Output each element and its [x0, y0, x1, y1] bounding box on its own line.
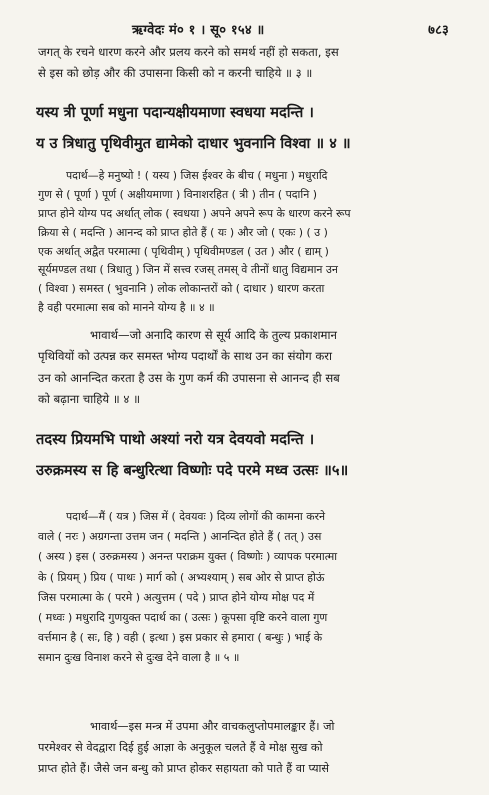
- text-line: को बढ़ाना चाहिये ॥ ४ ॥: [38, 391, 141, 406]
- text-line: भावार्थ—इस मन्त्र में उपमा और वाचकलुप्तोपमालङ्कार हैं। जो: [90, 720, 335, 733]
- bhavartha-4: [38, 325, 463, 410]
- text-line: है वही परमात्मा सब को मानने योग्य है ॥ ४ ॥: [38, 301, 215, 315]
- page-number: ७८३: [428, 23, 449, 38]
- bhavartha-5: [38, 716, 463, 779]
- text-line: सूर्यमण्डल तथा ( त्रिधातु ) जिन में सत्त्व रजस् तमस् वे तीनों धातु विद्यमान उन: [38, 263, 338, 277]
- text-line: समान दुःख विनाश करने से दुःख देने वाला है ॥ ५ ॥: [38, 651, 240, 665]
- text-line: से इस को छोड़ और की उपासना किसी को न करनी चाहिये ॥ ३ ॥: [38, 66, 313, 81]
- mantra-line: तदस्य प्रियमभि पाथो अश्यां नरो यत्र देवयवो मदन्ति ।: [36, 431, 315, 448]
- text-line: पदार्थ—मैं ( यत्र ) जिस में ( देवयवः ) दिव्य लोगों की कामना करने: [66, 510, 326, 523]
- text-line: ( अस्य ) इस ( उरुक्रमस्य ) अनन्त पराक्रम युक्त ( विष्णोः ) व्यापक परमात्मा: [38, 550, 338, 564]
- intro-paragraph: [38, 42, 463, 85]
- text-line: पृथिवियों को उत्पन्न कर समस्त भोग्य पदार्थों के साथ उन का संयोग करा: [38, 349, 333, 364]
- running-title: ऋग्वेदः मं० १ । सू० १५४ ॥: [132, 23, 265, 38]
- text-line: वाले ( नरः ) अग्रगन्ता उत्तम जन ( मदन्ति ) आनन्दित होते हैं ( तत् ) उस: [38, 530, 322, 544]
- text-line: परमेश्वर से वेदद्वारा दिई हुई आज्ञा के अनुकूल चलते हैं वे मोक्ष सुख को: [38, 741, 323, 754]
- mantra-line: यस्य त्री पूर्णा मधुना पदान्यक्षीयमाणा स्वधया मदन्ति ।: [36, 104, 314, 121]
- text-line: ( विश्वा ) समस्त ( भुवनानि ) लोक लोकान्तरों को ( दाधार ) धारण करता: [38, 282, 325, 296]
- text-line: ( मध्वः ) मधुरादि गुणयुक्त पदार्थ का ( उत्सः ) कूपसा वृष्टि करने वाला गुण: [38, 610, 328, 624]
- mantra-line: उरुक्रमस्य स हि बन्धुरित्था विष्णोः पदे परमे मध्व उत्सः ॥५॥: [36, 462, 349, 479]
- text-line: पदार्थ—हे मनुष्यो ! ( यस्य ) जिस ईश्वर के बीच ( मधुना ) मधुरादि: [66, 169, 328, 182]
- mantra-line: य उ त्रिधातु पृथिवीमुत द्यामेको दाधार भुवनानि विश्वा ॥ ४ ॥: [36, 135, 351, 152]
- text-line: प्राप्त होने योग्य पद अर्थात् लोक ( स्वधया ) अपने अपने रूप के धारण करने रूप: [38, 206, 351, 220]
- text-line: भावार्थ—जो अनादि कारण से सूर्य आदि के तुल्य प्रकाशमान: [90, 328, 337, 342]
- text-line: एक अर्थात् अद्वैत परमात्मा ( पृथिवीम् ) पृथिवीमण्डल ( उत ) और ( द्याम् ): [38, 244, 329, 258]
- text-line: प्राप्त होते हैं। जैसे जन बन्धु को प्राप्त होकर सहायता को पाते हैं वा प्यासे: [38, 762, 330, 775]
- padartha-5: [38, 507, 463, 669]
- mantra-4: [36, 97, 466, 159]
- text-line: वर्त्तमान है ( सः, हि ) वही ( इत्था ) इस प्रकार से हमारा ( बन्धुः ) भाई के: [38, 631, 323, 645]
- text-line: जगत् के रचने धारण करने और प्रलय करने को समर्थ नहीं हो सकता, इस: [38, 45, 339, 59]
- page-header: [0, 20, 489, 40]
- text-line: के ( प्रियम् ) प्रिय ( पाथः ) मार्ग को ( अभ्यश्याम् ) सब ओर से प्राप्त होऊं: [38, 570, 325, 584]
- text-line: उन को आनन्दित करता है उस के गुण कर्म की उपासना से आनन्द ही सब: [38, 370, 340, 385]
- text-line: क्रिया से ( मदन्ति ) आनन्द को प्राप्त होते हैं ( यः ) और जो ( एकः ) ( उ ): [38, 225, 328, 239]
- padartha-4: [38, 167, 463, 318]
- text-line: जिस परमात्मा के ( परमे ) अत्युत्तम ( पदे ) प्राप्त होने योग्य मोक्ष पद में: [38, 590, 315, 604]
- text-line: गुण से ( पूर्णा ) पूर्ण ( अक्षीयमाणा ) विनाशरहित ( त्री ) तीन ( पदानि ): [38, 187, 317, 201]
- mantra-5: [36, 424, 466, 486]
